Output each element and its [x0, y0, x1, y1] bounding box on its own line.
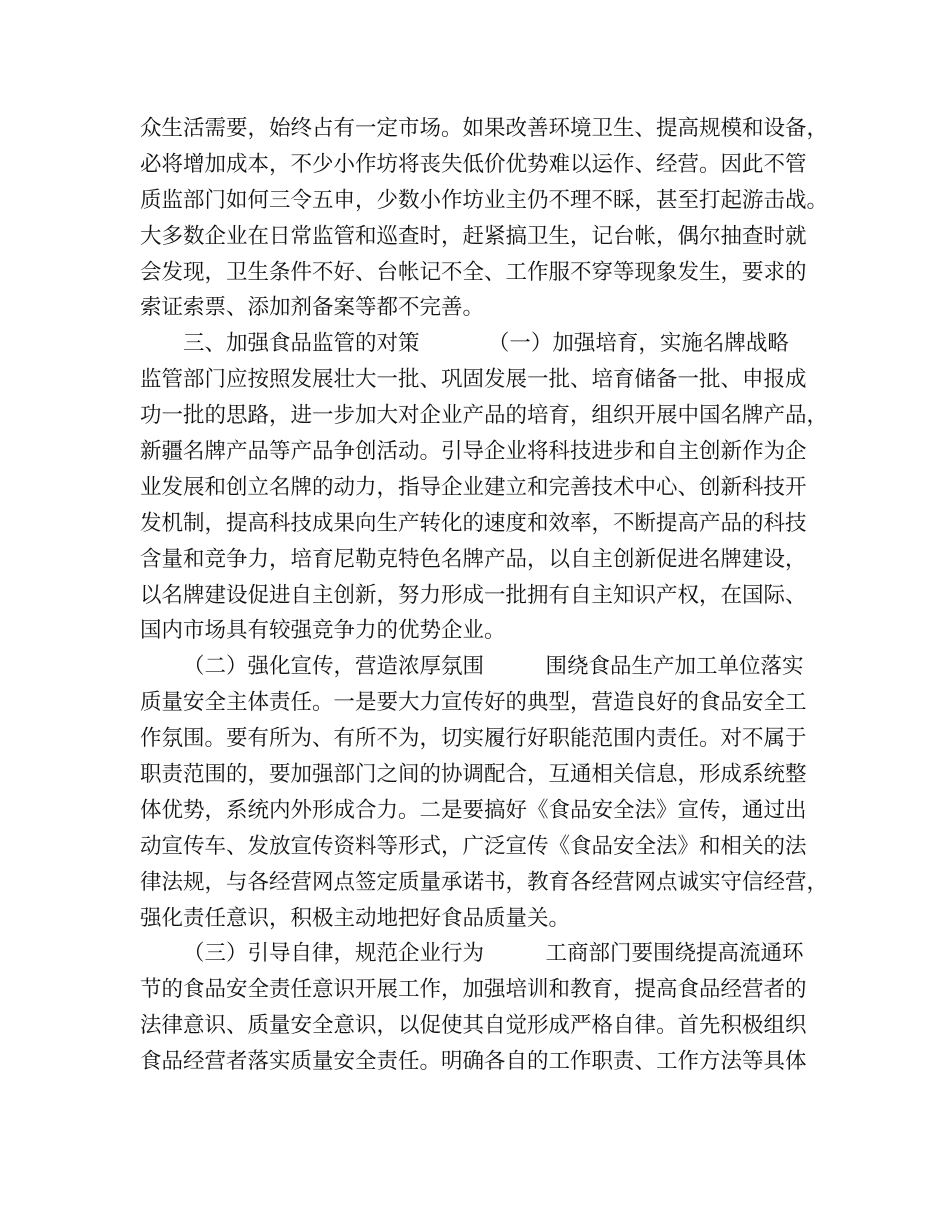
text-line: 必将增加成本，不少小作坊将丧失低价优势难以运作、经营。因此不管: [140, 151, 807, 177]
text-line: （二）强化宣传，营造浓厚氛围 围绕食品生产加工单位落实: [183, 654, 804, 680]
text-line: 律法规，与各经营网点签定质量承诺书，教育各经营网点诚实守信经营，: [140, 869, 829, 895]
text-line: 法律意识、质量安全意识，以促使其自觉形成严格自律。首先积极组织: [140, 1013, 807, 1039]
text-line: 功一批的思路，进一步加大对企业产品的培育，组织开展中国名牌产品，: [140, 403, 829, 429]
text-line: 业发展和创立名牌的动力，指导企业建立和完善技术中心、创新科技开: [140, 474, 807, 500]
text-line: 作氛围。要有所为、有所不为，切实履行好职能范围内责任。对不属于: [140, 726, 807, 752]
text-line: 众生活需要，始终占有一定市场。如果改善环境卫生、提高规模和设备，: [140, 116, 829, 141]
text-line: 发机制，提高科技成果向生产转化的速度和效率，不断提高产品的科技: [140, 510, 807, 536]
text-line: 大多数企业在日常监管和巡查时，赶紧搞卫生，记台帐，偶尔抽查时就: [140, 223, 807, 249]
text-line: 职责范围的，要加强部门之间的协调配合，互通相关信息，形成系统整: [140, 762, 807, 788]
text-line: 监管部门应按照发展壮大一批、巩固发展一批、培育储备一批、申报成: [140, 367, 807, 393]
text-line: 三、加强食品监管的对策 （一）加强培育，实施名牌战略: [183, 331, 789, 357]
body-text: [140, 111, 830, 1080]
text-line: 体优势，系统内外形成合力。二是要搞好《食品安全法》宣传，通过出: [140, 797, 807, 823]
text-line: 食品经营者落实质量安全责任。明确各自的工作职责、工作方法等具体: [140, 1049, 807, 1075]
text-line: （三）引导自律，规范企业行为 工商部门要围绕提高流通环: [183, 941, 804, 967]
text-line: 含量和竞争力，培育尼勒克特色名牌产品，以自主创新促进名牌建设，: [140, 546, 807, 572]
text-line: 会发现，卫生条件不好、台帐记不全、工作服不穿等现象发生，要求的: [140, 259, 807, 285]
text-line: 国内市场具有较强竞争力的优势企业。: [140, 618, 506, 644]
text-line: 动宣传车、发放宣传资料等形式，广泛宣传《食品安全法》和相关的法: [140, 833, 807, 859]
text-line: 强化责任意识，积极主动地把好食品质量关。: [140, 905, 571, 931]
text-line: 质监部门如何三令五申，少数小作坊业主仍不理不睬，甚至打起游击战。: [140, 187, 829, 213]
text-line: 以名牌建设促进自主创新，努力形成一批拥有自主知识产权，在国际、: [140, 582, 807, 608]
text-line: 索证索票、添加剂备案等都不完善。: [140, 295, 485, 321]
text-line: 节的食品安全责任意识开展工作，加强培训和教育，提高食品经营者的: [140, 977, 807, 1003]
text-line: 质量安全主体责任。一是要大力宣传好的典型，营造良好的食品安全工: [140, 690, 807, 716]
text-line: 新疆名牌产品等产品争创活动。引导企业将科技进步和自主创新作为企: [140, 439, 807, 465]
